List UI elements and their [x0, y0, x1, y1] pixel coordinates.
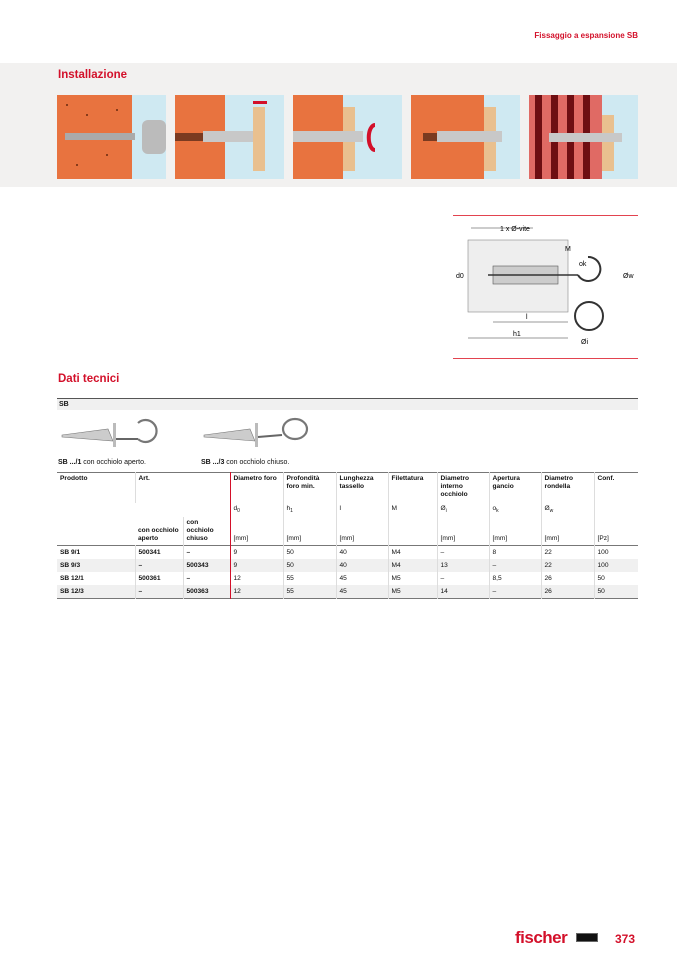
table-cell: 40	[336, 559, 388, 572]
table-cell: 500343	[183, 559, 230, 572]
symbol-row	[57, 503, 638, 517]
caption-open: SB .../1 con occhiolo aperto.	[58, 459, 146, 466]
table-cell: 9	[230, 559, 283, 572]
table-cell: [mm]	[437, 517, 489, 546]
table-cell: $Ø_w$	[541, 503, 594, 517]
th-l: Lunghezza tassello	[336, 473, 388, 503]
installation-title: Installazione	[58, 69, 128, 81]
table-cell: –	[489, 559, 541, 572]
table-cell: 100	[594, 545, 638, 559]
step-hollow-brick-image	[529, 95, 638, 179]
page-number: 373	[615, 932, 636, 946]
technical-data-title: Dati tecnici	[58, 373, 120, 385]
table-cell: 26	[541, 585, 594, 599]
table-cell: 500361	[135, 572, 183, 585]
label-dw: Øw	[623, 273, 634, 280]
table-cell: M5	[388, 572, 437, 585]
table-cell: 50	[283, 559, 336, 572]
table-cell: [mm]	[283, 517, 336, 546]
label-h1: h1	[513, 331, 521, 338]
product-bar: SB	[57, 398, 638, 410]
table-cell: SB 12/1	[60, 574, 84, 582]
table-cell: M4	[388, 545, 437, 559]
table-cell: SB 12/3	[57, 585, 135, 599]
table-cell: M5	[388, 585, 437, 599]
table-row	[57, 545, 638, 559]
table-cell: 22	[541, 559, 594, 572]
table-row	[57, 559, 638, 572]
table-cell: $o_k$	[489, 503, 541, 517]
table-row	[57, 572, 638, 585]
table-cell: 55	[283, 572, 336, 585]
table-cell: 26	[541, 572, 594, 585]
table-cell: SB 9/1	[60, 548, 81, 556]
fish-logo-icon	[576, 933, 598, 942]
table-cell: M4	[388, 559, 437, 572]
th-conf: Conf.	[594, 473, 638, 503]
table-cell: 45	[336, 572, 388, 585]
table-cell: 500363	[183, 585, 230, 599]
table-cell	[594, 503, 638, 517]
th-m: Filettatura	[388, 473, 437, 503]
sb-closed-eye-image	[200, 415, 315, 455]
label-screw: 1 x Ø-vite	[500, 226, 530, 233]
table-cell: 8,5	[489, 572, 541, 585]
th-di: Diametro interno occhiolo	[437, 473, 489, 503]
caption-closed: SB .../3 con occhiolo chiuso.	[201, 459, 290, 466]
table-cell: M	[388, 503, 437, 517]
table-cell: [mm]	[336, 517, 388, 546]
table-cell: –	[437, 545, 489, 559]
table-cell: 500341	[135, 545, 183, 559]
table-cell: [mm]	[489, 517, 541, 546]
table-cell: 50	[594, 572, 638, 585]
table-cell: SB 9/3	[57, 559, 135, 572]
table-cell: 50	[594, 585, 638, 599]
label-di: Øi	[581, 339, 588, 346]
table-cell: [Pz]	[594, 517, 638, 546]
fischer-logo: fischer	[515, 928, 568, 947]
th-art: Art.	[135, 473, 230, 503]
table-cell	[388, 517, 437, 546]
table-cell: 12	[230, 572, 283, 585]
technical-table	[57, 472, 638, 599]
table-row	[57, 585, 638, 599]
label-M: M	[565, 246, 571, 253]
table-cell: 9	[230, 545, 283, 559]
th-d0: Diametro foro	[230, 473, 283, 503]
step-tighten-image	[293, 95, 402, 179]
label-l: l	[526, 314, 528, 321]
table-cell: [mm]	[230, 517, 283, 546]
label-ok: ok	[579, 261, 587, 268]
dimension-diagram	[453, 215, 638, 359]
th-ok: Apertura gancio	[489, 473, 541, 503]
table-cell: –	[135, 585, 183, 599]
table-cell: 12	[230, 585, 283, 599]
label-d0: d0	[456, 273, 464, 280]
table-cell: –	[489, 585, 541, 599]
table-cell: –	[437, 572, 489, 585]
table-cell: –	[183, 572, 230, 585]
table-cell: [mm]	[541, 517, 594, 546]
step-insert-image	[175, 95, 284, 179]
step-drill-image	[57, 95, 166, 179]
table-cell: l	[336, 503, 388, 517]
step-expanded-image	[411, 95, 520, 179]
th-prodotto: Prodotto	[60, 475, 88, 482]
table-cell: 55	[283, 585, 336, 599]
table-cell: 13	[437, 559, 489, 572]
th-h1: Profondità foro min.	[283, 473, 336, 503]
table-cell: $h_1$	[283, 503, 336, 517]
table-cell: –	[183, 545, 230, 559]
table-cell: $Ø_i$	[437, 503, 489, 517]
table-cell: 22	[541, 545, 594, 559]
header-row	[57, 473, 638, 503]
th-dw: Diametro rondella	[541, 473, 594, 503]
table-cell: $d_0$	[230, 503, 283, 517]
units-row	[57, 517, 638, 546]
table-cell: 40	[336, 545, 388, 559]
table-cell: 8	[489, 545, 541, 559]
th-chiuso: con occhiolo chiuso	[183, 517, 230, 546]
sb-open-hook-image	[58, 415, 173, 455]
th-aperto: con occhiolo aperto	[138, 526, 179, 542]
table-cell: 50	[283, 545, 336, 559]
table-cell	[135, 503, 230, 517]
table-cell: 100	[594, 559, 638, 572]
section-header: Fissaggio a espansione SB	[534, 31, 638, 40]
table-cell: 45	[336, 585, 388, 599]
table-cell: 14	[437, 585, 489, 599]
table-cell: –	[135, 559, 183, 572]
